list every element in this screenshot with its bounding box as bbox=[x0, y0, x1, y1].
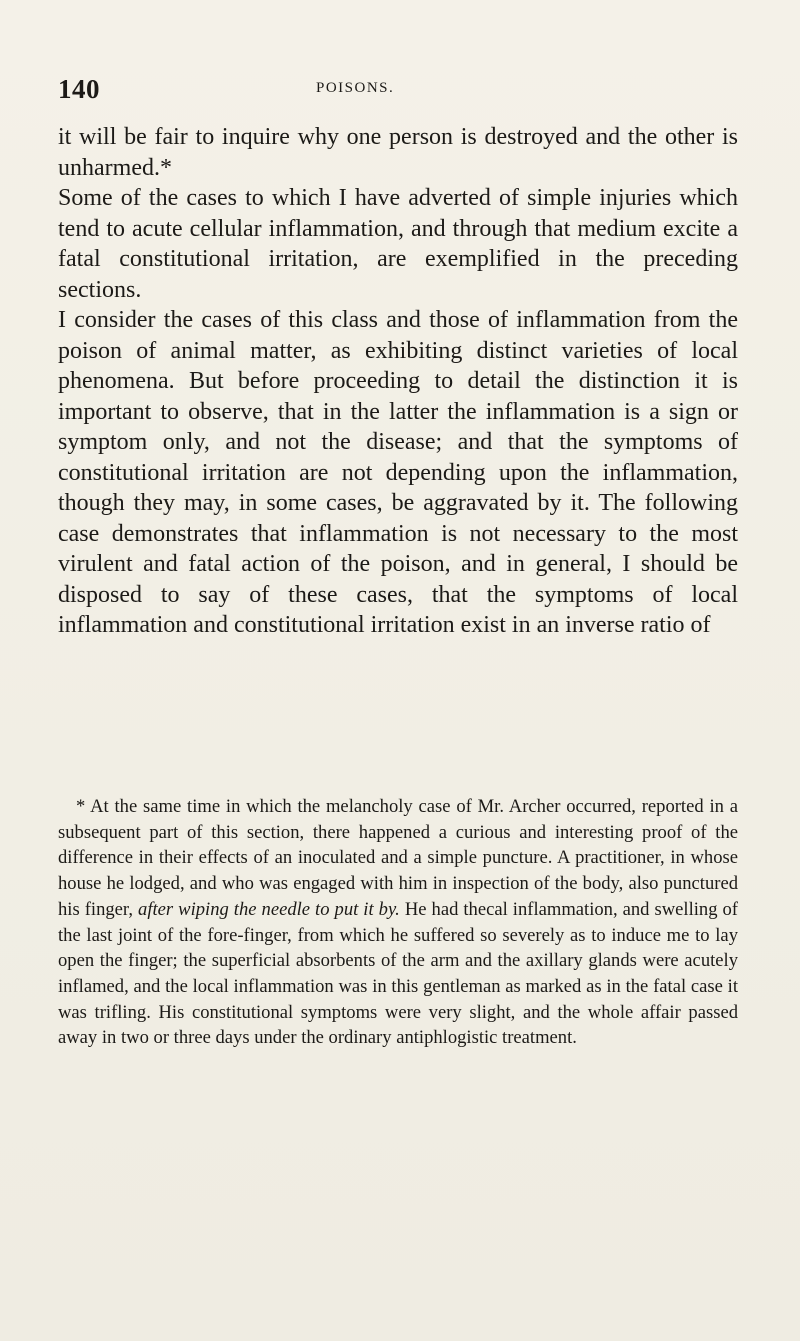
footnote bbox=[58, 794, 738, 1051]
footnote-marker: * bbox=[76, 796, 86, 817]
body-text bbox=[58, 122, 738, 641]
footnote-italic-text: after wiping the needle to put it by. bbox=[138, 898, 400, 920]
page-number: 140 bbox=[58, 74, 100, 104]
footnote-text-2: He had thecal inflammation, and swelling of the last joint of the fore-finger, from which he suffered so severely as to induce me to lay open the finger; the superficial absorbents of the arm and the axillary glands were acutely inflamed, and the local inflammation was in this gentleman as marked as in the fatal case it was trifling. His constitutional symptoms were very slight, and the whole affair passed away in two or three days under the ordinary antiphlogistic treatment. bbox=[58, 898, 739, 1049]
running-head: POISONS. bbox=[316, 80, 395, 96]
body-paragraph-3: I consider the cases of this class and those of inflammation from the poison of animal matter, as exhibiting distinct varieties of local phenomena. But before proceeding to detail the distinction it is important to observe, that in the latter the inflammation is a sign or symptom only, and not the disease; and that the symptoms of constitutional irritation are not depending upon the inflammation, though they may, in some cases, be aggravated by it. The following case demonstrates that inflammation is not necessary to the most virulent and fatal action of the poison, and in general, I should be disposed to say of these cases, that the symptoms of local inflammation and constitutional irritation exist in an inverse ratio of bbox=[58, 307, 738, 638]
body-paragraph-2: Some of the cases to which I have adverted of simple injuries which tend to acute cellular inflammation, and through that medium excite a fatal constitutional irritation, are exemplified in the preceding sections. bbox=[58, 185, 738, 303]
footnote-text-1: At the same time in which the melancholy case of Mr. Archer occurred, reported in a subsequent part of this section, there happened a curious and interesting proof of the difference in their effects of an inoculated and a simple puncture. A practitioner, in whose house he lodged, and who was engaged with him in inspection of the body, also punctured his finger, bbox=[58, 796, 738, 920]
footnote-paragraph bbox=[58, 794, 738, 1051]
body-paragraph-1: it will be fair to inquire why one person is destroyed and the other is unharmed.* bbox=[58, 124, 738, 181]
page-header bbox=[58, 74, 738, 104]
